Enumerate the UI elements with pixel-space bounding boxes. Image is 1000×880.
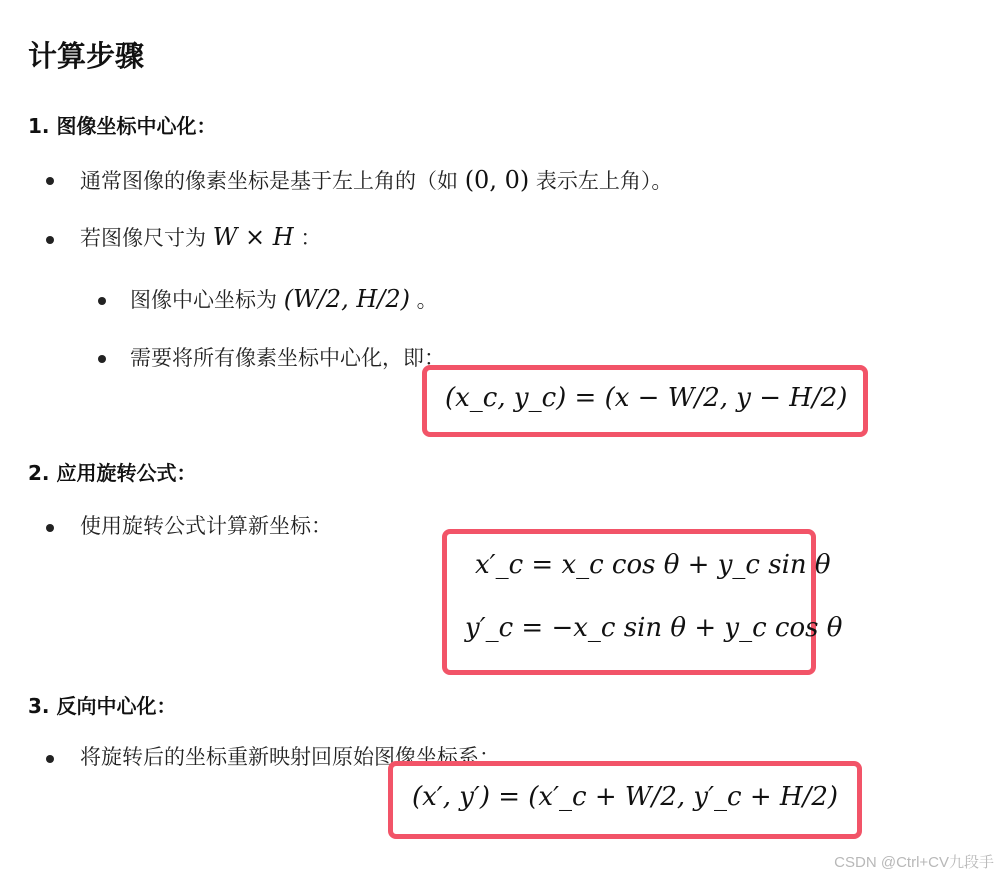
bullet-text: 图像中心坐标为 bbox=[130, 288, 277, 312]
watermark: CSDN @Ctrl+CV九段手 bbox=[834, 854, 994, 871]
equation-remap: (x′, y′) = (x′_c + W/2, y′_c + H/2) bbox=[412, 782, 839, 812]
bullet-text: 表示左上角）。 bbox=[535, 169, 673, 193]
bullet-pixel-origin bbox=[80, 165, 672, 195]
bullet-text: 使用旋转公式计算新坐标： bbox=[80, 514, 332, 538]
equation-centering: (x_c, y_c) = (x − W/2, y − H/2) bbox=[445, 383, 848, 413]
sub-bullet-center bbox=[130, 284, 438, 314]
bullet-dot bbox=[46, 236, 54, 244]
inline-math: (W/2, H/2) bbox=[283, 285, 410, 313]
bullet-text: 通常图像的像素坐标是基于左上角的（如 bbox=[80, 169, 458, 193]
bullet-text: 将旋转后的坐标重新映射回原始图像坐标系： bbox=[80, 745, 500, 769]
inline-math: (0, 0) bbox=[464, 166, 530, 194]
bullet-text: ： bbox=[300, 226, 322, 250]
step-3-heading: 3. 反向中心化： bbox=[28, 694, 177, 718]
step-2-heading: 2. 应用旋转公式： bbox=[28, 461, 197, 485]
bullet-dot bbox=[98, 297, 106, 305]
bullet-image-size bbox=[80, 222, 321, 252]
bullet-dot bbox=[46, 524, 54, 532]
equation-rotation-y: y′_c = −x_c sin θ + y_c cos θ bbox=[465, 613, 843, 643]
bullet-text: 若图像尺寸为 bbox=[80, 226, 206, 250]
page-title: 计算步骤 bbox=[28, 39, 145, 73]
equation-rotation-x: x′_c = x_c cos θ + y_c sin θ bbox=[475, 550, 831, 580]
step-1-heading: 1. 图像坐标中心化： bbox=[28, 114, 217, 138]
inline-math: W × H bbox=[212, 223, 294, 251]
bullet-text: 需要将所有像素坐标中心化，即： bbox=[130, 346, 445, 370]
bullet-dot bbox=[98, 355, 106, 363]
bullet-text: 。 bbox=[416, 288, 438, 312]
bullet-dot bbox=[46, 755, 54, 763]
bullet-rotation bbox=[80, 510, 332, 540]
sub-bullet-centralize bbox=[130, 342, 445, 372]
bullet-dot bbox=[46, 177, 54, 185]
